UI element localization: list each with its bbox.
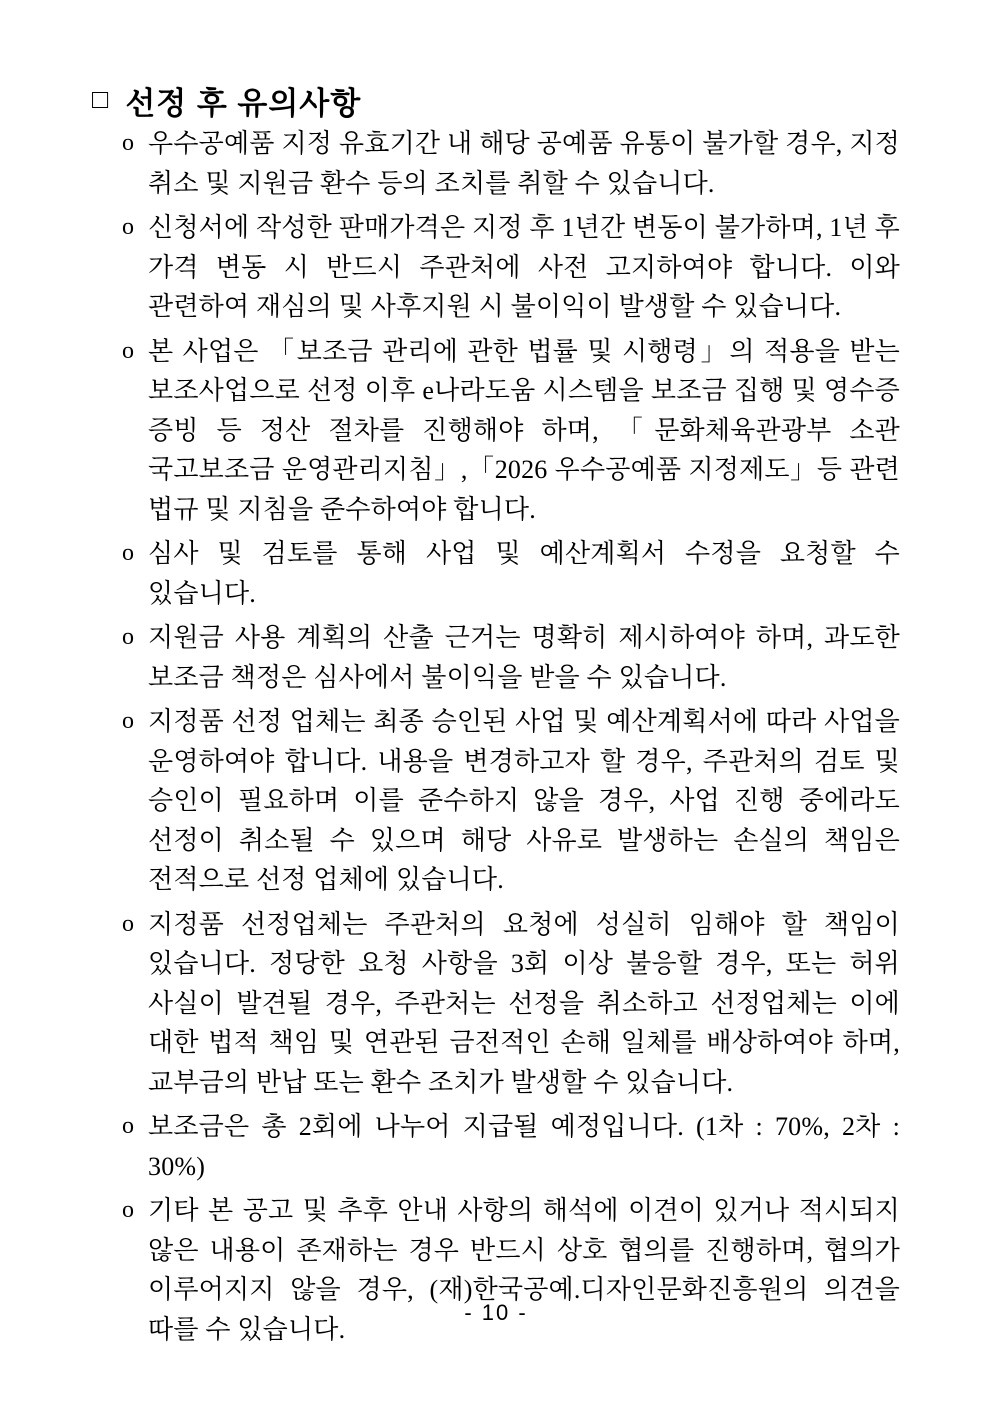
bullet-marker: o bbox=[122, 624, 135, 650]
notice-text: 심사 및 검토를 통해 사업 및 예산계획서 수정을 요청할 수 있습니다. bbox=[148, 539, 900, 608]
section-marker-icon: □ bbox=[92, 84, 110, 114]
notice-item bbox=[122, 332, 900, 530]
notice-text: 지원금 사용 계획의 산출 근거는 명확히 제시하여야 하며, 과도한 보조금 책정은 심사에서 불이익을 받을 수 있습니다. bbox=[148, 623, 900, 692]
bullet-marker: o bbox=[122, 214, 135, 240]
notice-text: 보조금은 총 2회에 나누어 지급될 예정입니다. (1차 : 70%, 2차 : 30%) bbox=[148, 1112, 900, 1181]
notice-item bbox=[122, 1107, 900, 1186]
notice-list bbox=[122, 124, 900, 1354]
notice-text: 우수공예품 지정 유효기간 내 해당 공예품 유통이 불가할 경우, 지정 취소 및 지원금 환수 등의 조치를 취할 수 있습니다. bbox=[148, 129, 900, 198]
bullet-marker: o bbox=[122, 130, 135, 156]
notice-text: 기타 본 공고 및 추후 안내 사항의 해석에 이견이 있거나 적시되지 않은 내용이 존재하는 경우 반드시 상호 협의를 진행하며, 협의가 이루어지지 않을 경우, (재)한국공예.디자인문화진흥원의 의견을 따를 수 있습니다. bbox=[148, 1196, 900, 1344]
section-heading bbox=[92, 78, 361, 123]
notice-item bbox=[122, 534, 900, 613]
notice-text: 본 사업은 「보조금 관리에 관한 법률 및 시행령」의 적용을 받는 보조사업으로 선정 이후 e나라도움 시스템을 보조금 집행 및 영수증 증빙 등 정산 절차를 진행해야 하며, 「문화체육관광부 소관 국고보조금 운영관리지침」,「2026 우수공예품 지정제도」등 관련 법규 및 지침을 준수하여야 합니다. bbox=[148, 336, 900, 524]
notice-item bbox=[122, 702, 900, 900]
section-title: 선정 후 유의사항 bbox=[125, 86, 362, 121]
page-number: - 10 - bbox=[464, 1300, 528, 1325]
bullet-marker: o bbox=[122, 1197, 135, 1223]
notice-text: 지정품 선정 업체는 최종 승인된 사업 및 예산계획서에 따라 사업을 운영하여야 합니다. 내용을 변경하고자 할 경우, 주관처의 검토 및 승인이 필요하며 이를 준수하지 않을 경우, 사업 진행 중에라도 선정이 취소될 수 있으며 해당 사유로 발생하는 손실의 책임은 전적으로 선정 업체에 있습니다. bbox=[148, 707, 900, 894]
bullet-marker: o bbox=[122, 337, 135, 364]
notice-text: 지정품 선정업체는 주관처의 요청에 성실히 임해야 할 책임이 있습니다. 정당한 요청 사항을 3회 이상 불응할 경우, 또는 허위 사실이 발견될 경우, 주관처는 선정을 취소하고 선정업체는 이에 대한 법적 책임 및 연관된 금전적인 손해 일체를 배상하여야 하며, 교부금의 반납 또는 환수 조치가 발생할 수 있습니다. bbox=[148, 909, 900, 1097]
notice-item bbox=[122, 618, 900, 697]
bullet-marker: o bbox=[122, 540, 135, 566]
notice-item bbox=[122, 208, 900, 327]
notice-item bbox=[122, 124, 900, 203]
bullet-marker: o bbox=[122, 708, 135, 734]
bullet-marker: o bbox=[122, 1113, 135, 1139]
notice-text: 신청서에 작성한 판매가격은 지정 후 1년간 변동이 불가하며, 1년 후 가격 변동 시 반드시 주관처에 사전 고지하여야 합니다. 이와 관련하여 재심의 및 사후지원 시 불이익이 발생할 수 있습니다. bbox=[148, 213, 900, 321]
bullet-marker: o bbox=[122, 910, 135, 937]
notice-item bbox=[122, 905, 900, 1103]
